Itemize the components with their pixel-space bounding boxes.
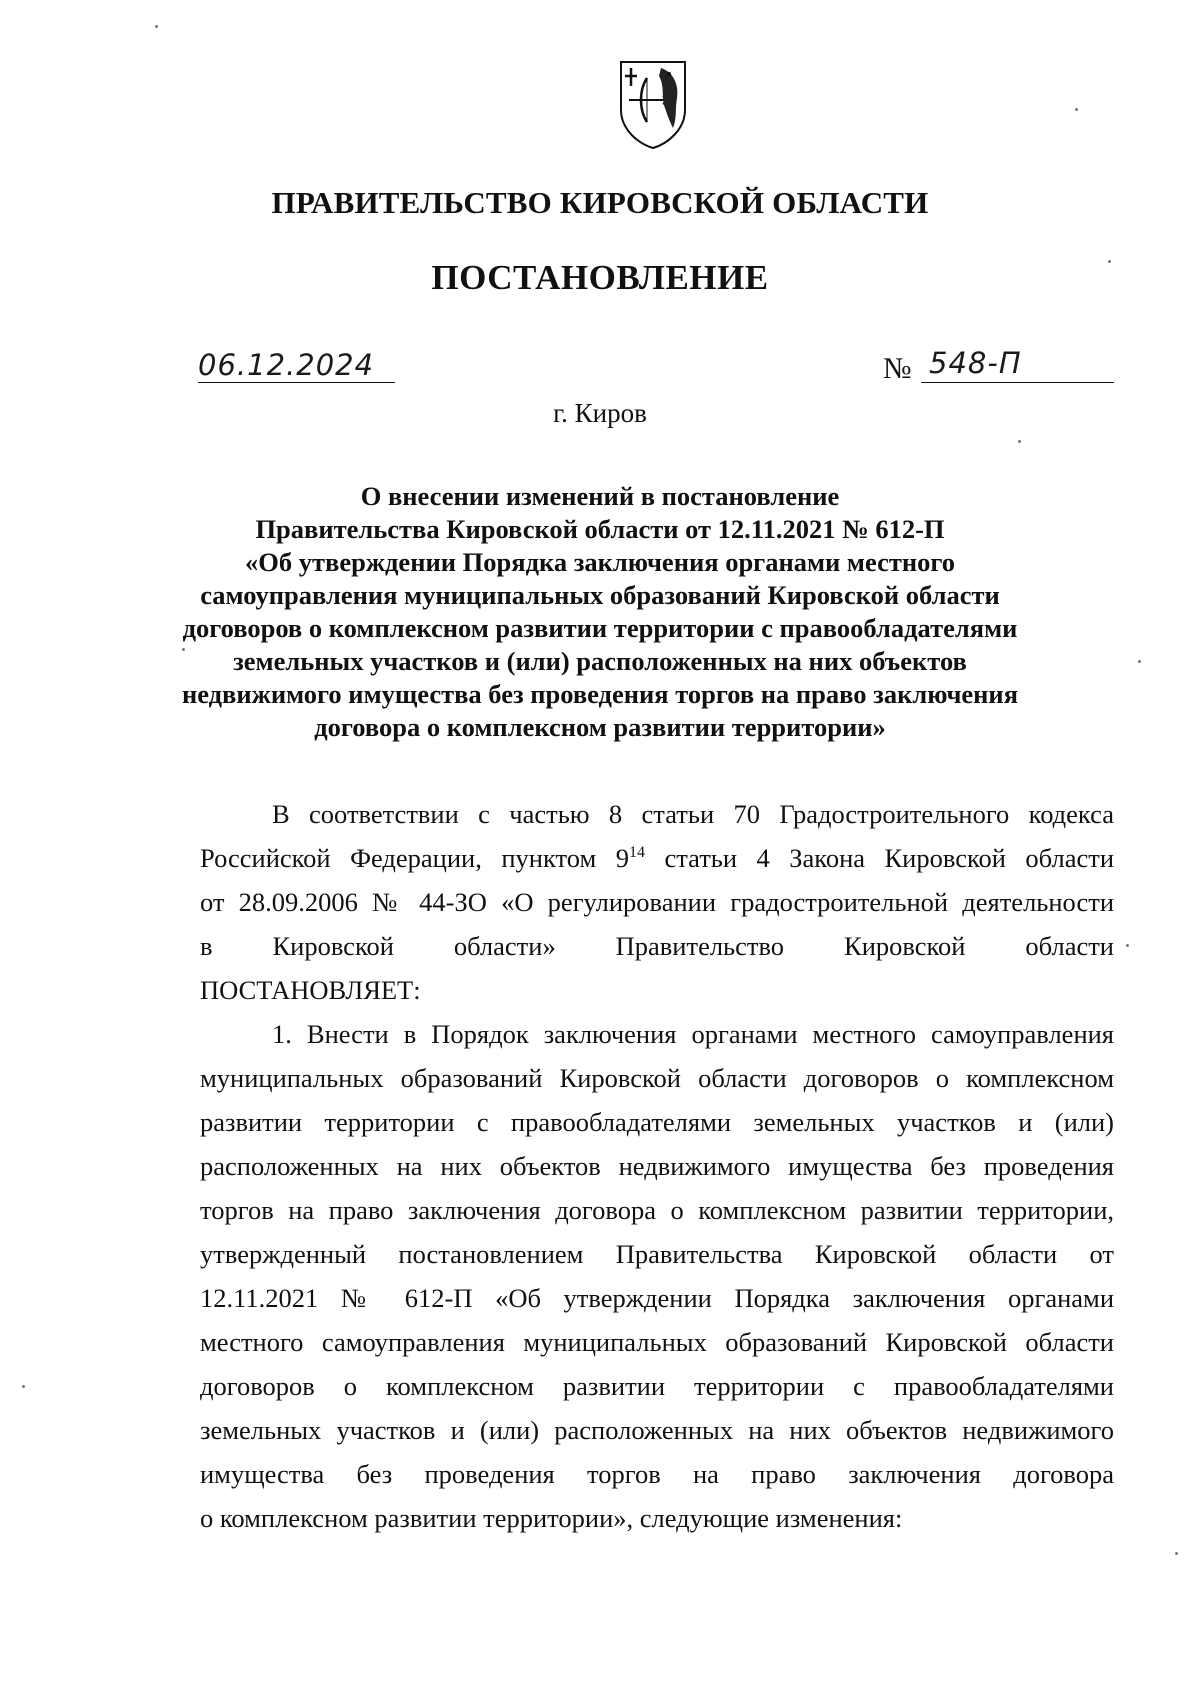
body-line: 1. Внести в Порядок заключения органами местного самоуправления	[272, 1019, 1114, 1049]
scan-speck	[155, 25, 158, 28]
body-line: договоров о комплексном развитии территории с правообладателями	[200, 1371, 1114, 1401]
title-line: недвижимого имущества без проведения торгов на право заключения	[181, 679, 1019, 709]
document-type: ПОСТАНОВЛЕНИЕ	[431, 258, 769, 297]
title-line: Правительства Кировской области от 12.11.2021 № 612-П	[255, 514, 945, 544]
title-line: договоров о комплексном развитии территории с правообладателями	[182, 613, 1018, 643]
superscript: 14	[628, 844, 645, 862]
body-line: 12.11.2021 № 612-П «Об утверждении Порядка заключения органами	[200, 1283, 1114, 1313]
scan-speck	[1018, 440, 1021, 443]
body-line: В соответствии с частью 8 статьи 70 Градостроительного кодекса	[272, 799, 1114, 829]
date-field	[198, 348, 395, 383]
body-line: расположенных на них объектов недвижимого имущества без проведения	[200, 1151, 1114, 1181]
title-line: «Об утверждении Порядка заключения органами местного	[245, 547, 955, 577]
title-line: самоуправления муниципальных образований Кировской области	[200, 580, 1000, 610]
body-line: в Кировской области» Правительство Кировской области	[200, 931, 1114, 961]
title-line: О внесении изменений в постановление	[360, 481, 840, 511]
scan-speck	[1108, 260, 1111, 263]
body-line	[200, 836, 1114, 880]
scan-speck	[1075, 108, 1078, 111]
body-line: муниципальных образований Кировской области договоров о комплексном	[200, 1063, 1114, 1093]
scan-speck	[1126, 944, 1129, 947]
title-line: земельных участков и (или) расположенных на них объектов	[233, 646, 967, 676]
scan-speck	[182, 648, 185, 651]
document-number: 548-П	[929, 346, 1022, 380]
scan-speck	[1175, 1552, 1178, 1555]
number-label: №	[883, 352, 912, 385]
document-title	[150, 480, 1050, 744]
document-body	[200, 792, 1114, 1540]
organization-title: ПРАВИТЕЛЬСТВО КИРОВСКОЙ ОБЛАСТИ	[271, 185, 929, 220]
body-text: статьи 4 Закона Кировской области	[644, 843, 1115, 873]
title-line: договора о комплексном развитии территории»	[314, 712, 886, 742]
body-line: ПОСТАНОВЛЯЕТ:	[200, 975, 421, 1005]
coat-of-arms-icon	[617, 58, 689, 150]
body-line: о комплексном развитии территории», следующие изменения:	[200, 1503, 903, 1533]
body-line: развитии территории с правообладателями земельных участков и (или)	[200, 1107, 1114, 1137]
scan-speck	[22, 1385, 25, 1388]
body-text: Российской Федерации, пунктом 9	[200, 843, 629, 873]
body-line: земельных участков и (или) расположенных на них объектов недвижимого	[200, 1415, 1114, 1445]
city: г. Киров	[553, 398, 647, 428]
body-line: местного самоуправления муниципальных образований Кировской области	[200, 1327, 1114, 1357]
number-field	[921, 344, 1114, 383]
body-line: имущества без проведения торгов на право заключения договора	[200, 1459, 1114, 1489]
scan-speck	[1138, 660, 1141, 663]
document-date: 06.12.2024	[198, 348, 375, 382]
body-line: от 28.09.2006 № 44-ЗО «О регулировании градостроительной деятельности	[200, 887, 1114, 917]
body-line: торгов на право заключения договора о комплексном развитии территории,	[200, 1195, 1114, 1225]
body-line: утвержденный постановлением Правительства Кировской области от	[200, 1239, 1114, 1269]
